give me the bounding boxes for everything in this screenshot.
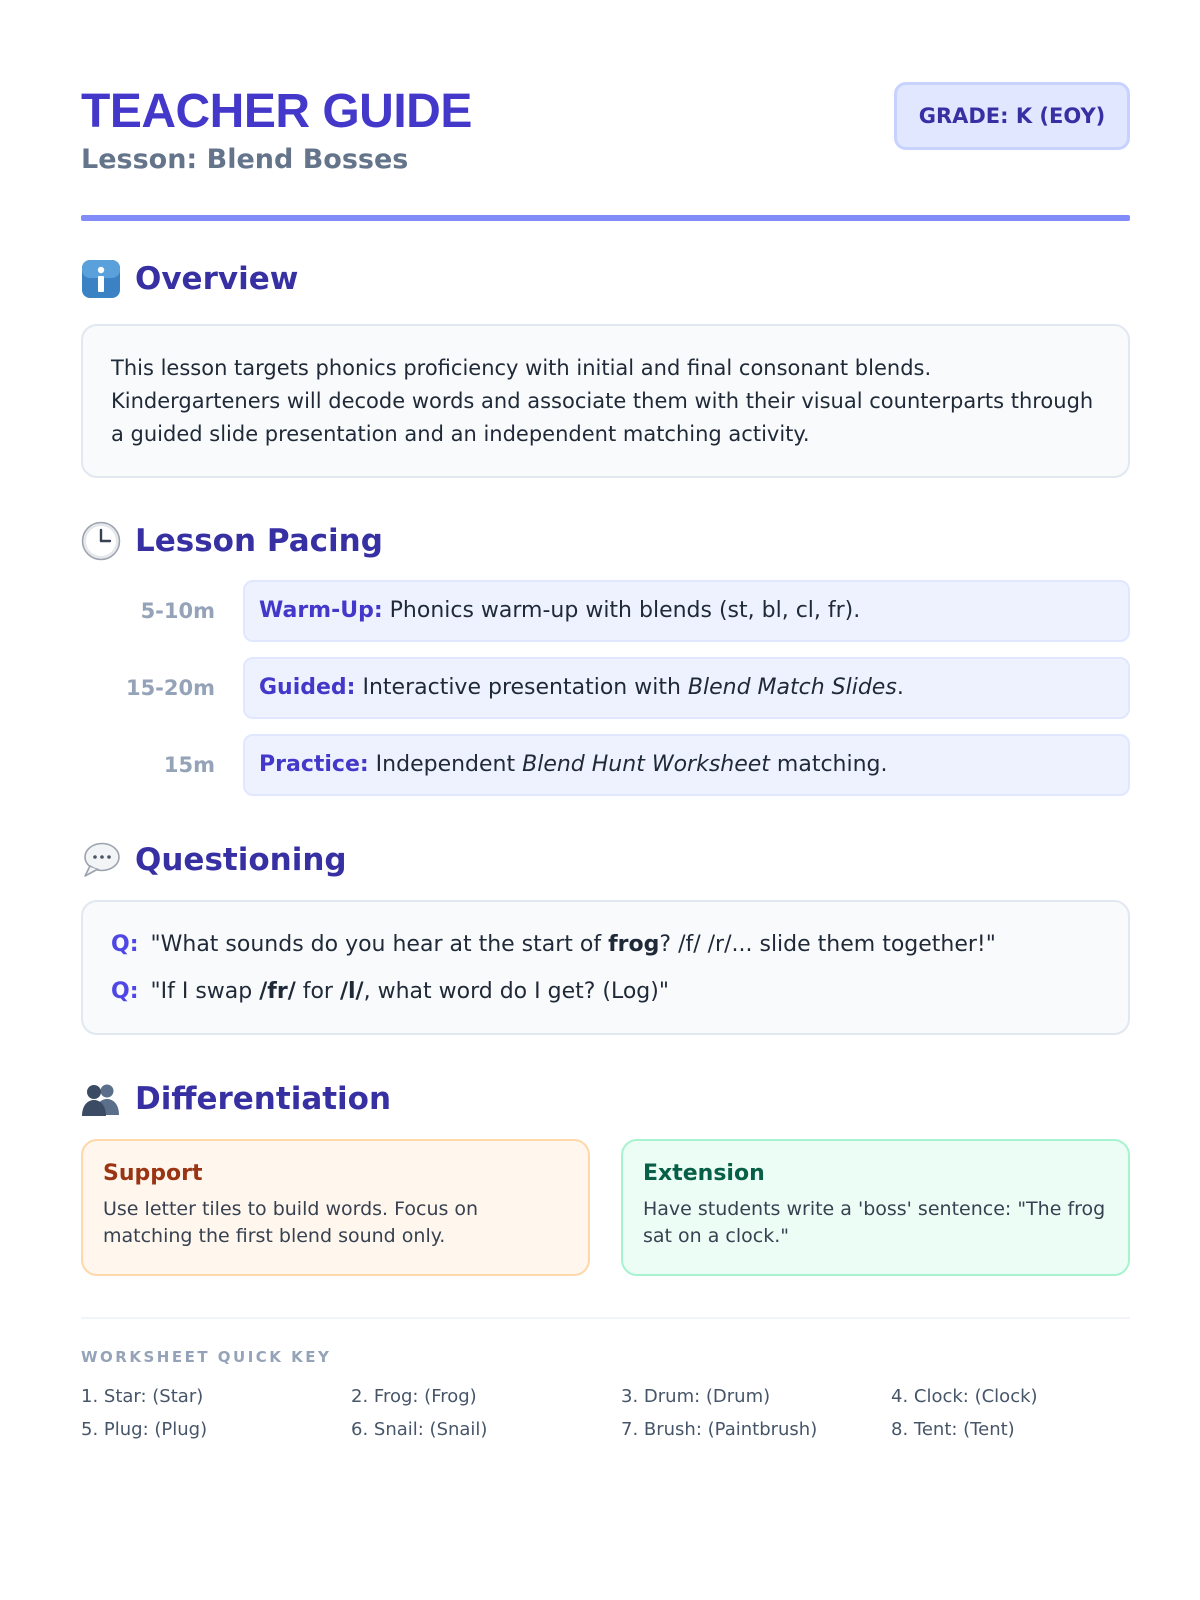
quick-key-item: 3. Drum: (Drum) [621,1386,771,1407]
question-bold-word: frog [608,932,660,957]
pacing-description [243,580,1130,642]
pacing-time: 5-10m [140,599,215,623]
pacing-row [81,657,1130,719]
pacing-description [243,657,1130,719]
questioning-card [81,900,1130,1035]
question-item [111,932,996,957]
pacing-text: Independent [368,752,523,777]
pacing-emphasis: Blend Match Slides [687,675,897,700]
question-label: Q: [111,932,139,957]
question-text: "If I swap [150,979,260,1004]
pacing-description [243,734,1130,796]
differentiation-section-heading [81,1077,391,1121]
info-icon [81,259,121,299]
pacing-emphasis: Blend Hunt Worksheet [522,752,770,777]
quick-key-item: 2. Frog: (Frog) [351,1386,477,1407]
overview-section-heading [81,257,298,301]
quick-key-item: 5. Plug: (Plug) [81,1419,208,1440]
pacing-label: Guided: [259,675,356,700]
question-text: , what word do I get? (Log)" [363,979,669,1004]
quick-key-item: 7. Brush: (Paintbrush) [621,1419,818,1440]
question-text: "What sounds do you hear at the start of [150,932,609,957]
question-label: Q: [111,979,139,1004]
quick-key-item: 6. Snail: (Snail) [351,1419,488,1440]
question-text: ? /f/ /r/... slide them together!" [659,932,996,957]
pacing-label: Practice: [259,752,369,777]
pacing-text-after: matching. [769,752,888,777]
grade-badge: GRADE: K (EOY) [894,82,1130,150]
pacing-row [81,734,1130,796]
people-icon [81,1079,121,1119]
pacing-row [81,580,1130,642]
questioning-section-heading [81,838,347,882]
pacing-time: 15-20m [125,676,215,700]
quick-key-item: 1. Star: (Star) [81,1386,204,1407]
support-card [81,1139,590,1276]
extension-title: Extension [643,1161,765,1186]
pacing-text: Phonics warm-up with blends (st, bl, cl, fr). [382,598,861,623]
clock-icon [81,521,121,561]
support-body: Use letter tiles to build words. Focus on matching the first blend sound only. [103,1198,479,1247]
pacing-section-heading [81,519,383,563]
overview-text: This lesson targets phonics proficiency with initial and final consonant blends. Kindergarteners will decode words and associate them with their visual counterparts through a guided slide presentation and an independent matching activity. [111,356,1094,446]
page-header [81,80,1130,222]
questioning-heading: Questioning [135,842,347,878]
question-bold-word: /fr/ [259,979,296,1004]
question-text: for [295,979,340,1004]
overview-card [81,324,1130,478]
speech-bubble-icon [81,840,121,880]
extension-body: Have students write a 'boss' sentence: "The frog sat on a clock." [643,1198,1106,1247]
pacing-text-after: . [896,675,904,700]
overview-heading: Overview [135,261,299,297]
quick-key-divider [81,1317,1130,1319]
differentiation-heading: Differentiation [135,1081,392,1117]
support-title: Support [103,1161,203,1186]
question-bold-word: /l/ [339,979,364,1004]
question-item [111,979,669,1004]
quick-key-item: 8. Tent: (Tent) [891,1419,1015,1440]
pacing-text: Interactive presentation with [355,675,688,700]
quick-key-title: WORKSHEET QUICK KEY [81,1348,332,1366]
extension-card [621,1139,1130,1276]
quick-key-item: 4. Clock: (Clock) [891,1386,1038,1407]
pacing-time: 15m [163,753,215,777]
page-title: TEACHER GUIDE [81,85,472,138]
pacing-label: Warm-Up: [259,598,383,623]
pacing-heading: Lesson Pacing [135,523,383,559]
header-divider [81,215,1130,221]
lesson-subtitle: Lesson: Blend Bosses [81,144,409,175]
